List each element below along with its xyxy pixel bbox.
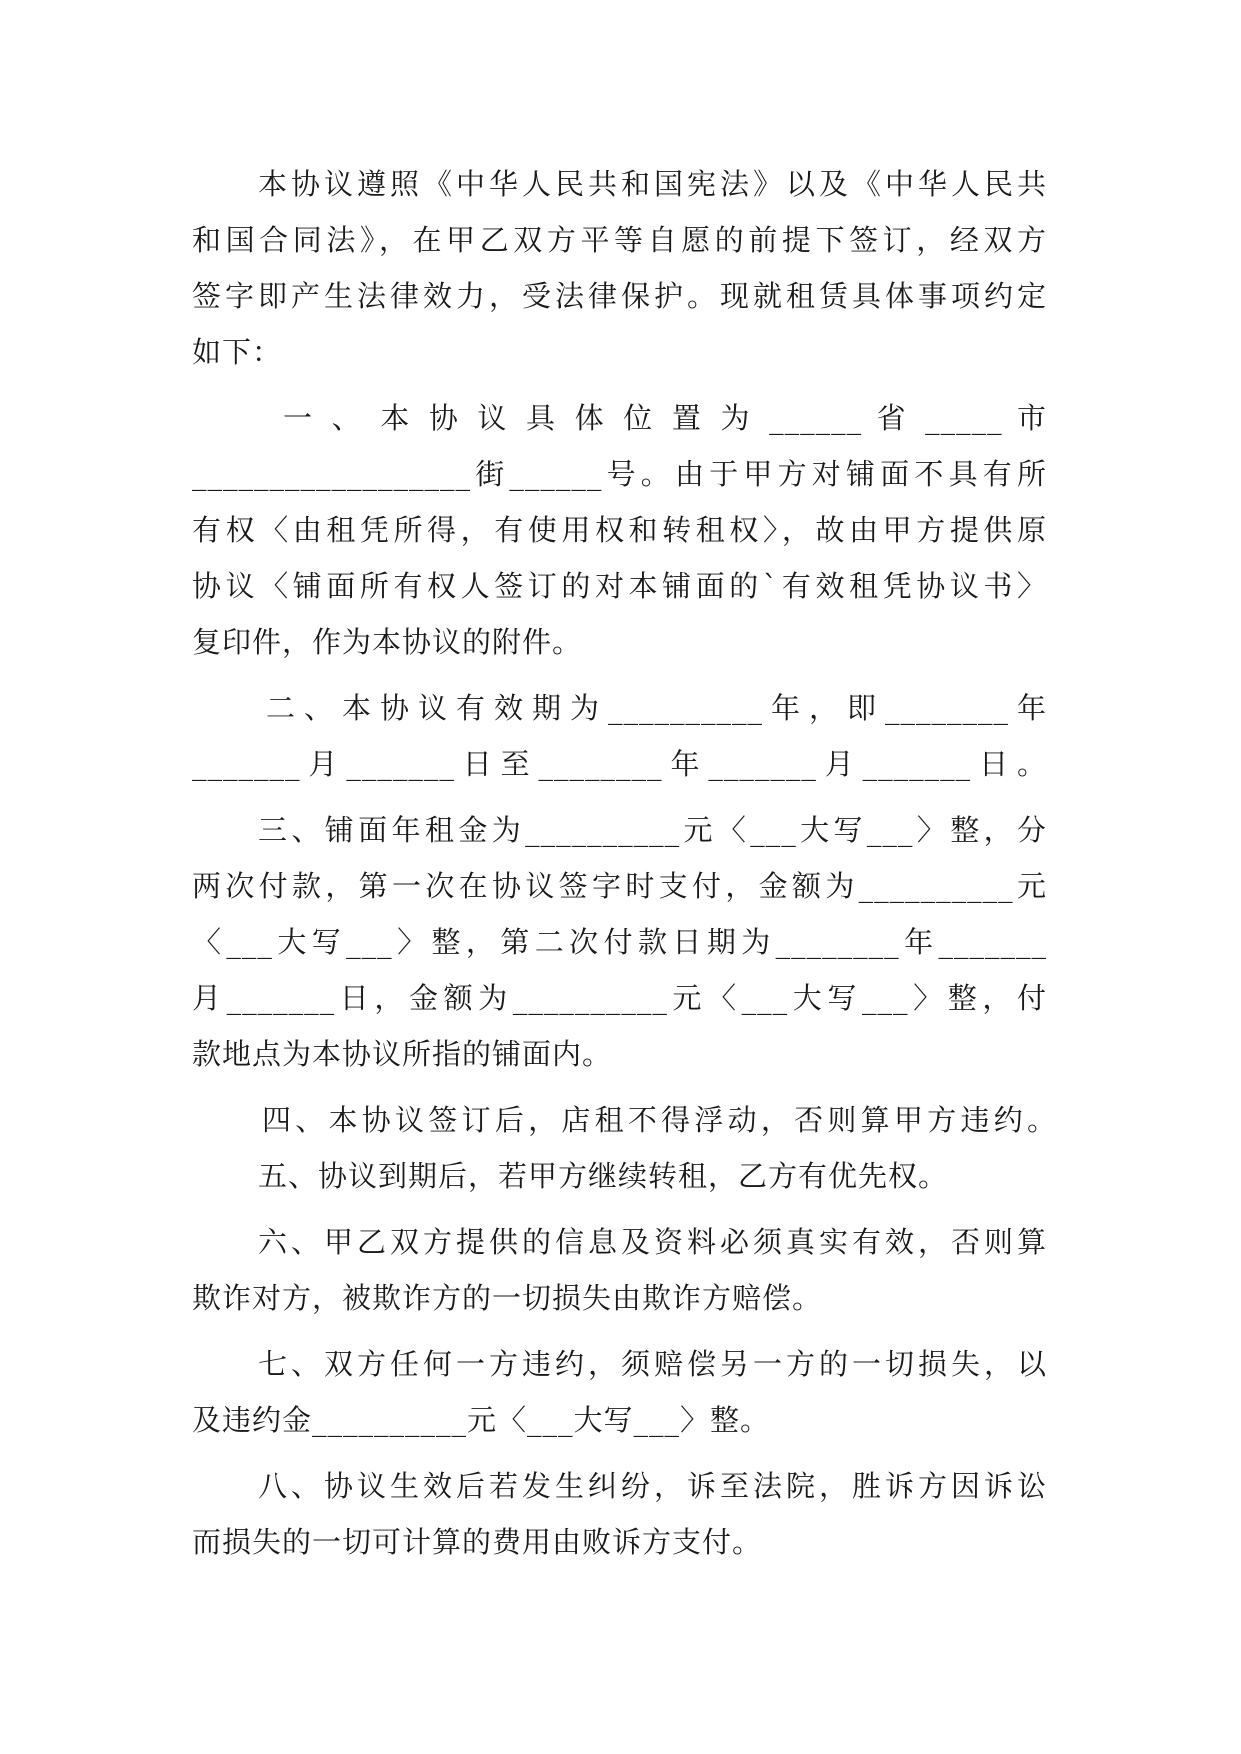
text-line: 〈___大写___〉整，第二次付款日期为________年_______ — [192, 925, 1047, 959]
text-line: 月_______日，金额为__________元〈___大写___〉整，付 — [192, 981, 1047, 1015]
text-line: 六、甲乙双方提供的信息及资料必须真实有效，否则算 — [258, 1225, 1047, 1259]
text-line: 七、双方任何一方违约，须赔偿另一方的一切损失，以 — [258, 1347, 1047, 1381]
text-line: 欺诈对方，被欺诈方的一切损失由欺诈方赔偿。 — [192, 1281, 823, 1315]
text-line: 签字即产生法律效力，受法律保护。现就租赁具体事项约定 — [192, 279, 1047, 313]
text-line: 五、协议到期后，若甲方继续转租，乙方有优先权。 — [258, 1159, 949, 1193]
text-line: 四、本协议签订后，店租不得浮动，否则算甲方违约。 — [262, 1103, 1057, 1137]
text-line: 复印件，作为本协议的附件。 — [192, 625, 583, 659]
text-line: __________________街______号。由于甲方对铺面不具有所 — [192, 457, 1047, 491]
text-line: 协议〈铺面所有权人签订的对本铺面的`有效租凭协议书〉 — [192, 569, 1047, 603]
text-line: 有权〈由租凭所得，有使用权和转租权〉，故由甲方提供原 — [192, 513, 1047, 547]
text-line: 及违约金__________元〈___大写___〉整。 — [192, 1403, 771, 1437]
text-line: 而损失的一切可计算的费用由败诉方支付。 — [192, 1525, 763, 1559]
text-line: 二、本协议有效期为__________年，即________年 — [266, 691, 1047, 725]
text-line: 本协议遵照《中华人民共和国宪法》以及《中华人民共 — [258, 167, 1047, 201]
text-line: 三、铺面年租金为__________元〈___大写___〉整，分 — [258, 813, 1047, 847]
text-line: 两次付款，第一次在协议签字时支付，金额为__________元 — [192, 869, 1047, 903]
text-line: 一 、 本 协 议 具 体 位 置 为 ______ 省 _____ 市 — [283, 401, 1047, 435]
text-line: 款地点为本协议所指的铺面内。 — [192, 1037, 613, 1071]
text-line: _______月_______日至________年_______月_______日。 — [192, 747, 1047, 781]
text-line: 和国合同法》，在甲乙双方平等自愿的前提下签订，经双方 — [192, 223, 1047, 257]
text-line: 如下： — [192, 335, 283, 369]
text-line: 八、协议生效后若发生纠纷，诉至法院，胜诉方因诉讼 — [258, 1469, 1047, 1503]
